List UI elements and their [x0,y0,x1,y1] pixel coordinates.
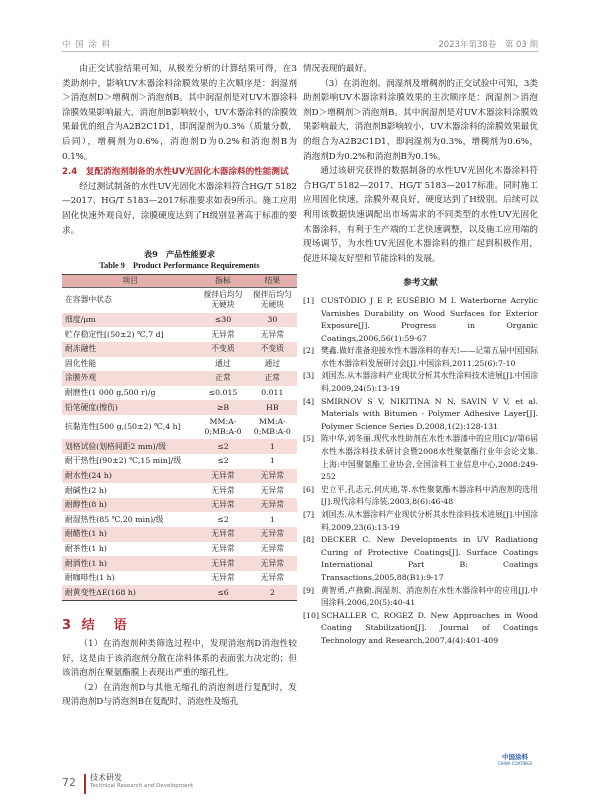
paragraph: （3）在消泡剂、润湿剂及增稠剂的正交试验中可知，3类助剂影响UV木器涂料涂膜效果的主次顺序是：润湿剂＞消泡剂D＞增稠剂＞消泡剂B。其中润湿剂是对UV木器涂料涂膜效果影响最大，消泡剂B影响较小，UV木器涂料的涂膜效果最优的组合为A2B2C1D1，即润湿剂为0.3%，增稠剂为0.6%，消泡剂D为0.2%和消泡剂B为0.1%。 [303,78,538,162]
table-row [62,527,297,542]
table-caption: 表9 产品性能要求 [143,249,216,260]
cell-spec: 无异常 [198,556,247,571]
cell-spec: 无异常 [198,498,247,513]
cell-result: 0.011 [261,387,284,397]
reference-number: [5] [303,434,315,444]
cell-spec: 通过 [215,358,231,368]
cell-result: 无异常 [260,485,285,495]
cell-item: 耐醋性(1 h) [62,527,198,542]
cell-result: 无异常 [248,469,297,484]
cell-spec: 搅拌后均匀无硬块 [203,290,243,310]
cell-spec: 正常 [198,371,247,386]
cell-result: 不变质 [248,342,297,357]
table-row [62,439,297,454]
reference-text: DECKER C. New Developments in UV Radiationg Curing of Protective Coatings[J]. Surface Coatings International Part B: Coatings Transactions,2005,88(B1):9-17 [321,535,538,582]
reference-item [303,484,538,509]
reference-item [303,534,538,584]
reference-text: SCHALLER C, ROGEZ D. New Approaches in Wood Coating Stabilization[J]. Journal of Coatings Technology and Research,2007,4(4):401-409 [321,610,538,645]
reference-item [303,585,538,610]
reference-text: 刘国杰.从木器涂料产业现状分析其水性涂料技术进展[J].中国涂料,2009,23(6):13-19 [321,510,538,532]
table-row [62,454,297,469]
journal-name: 中 国 涂 料 [62,40,112,50]
reference-text: SMIRNOV S V, NIKITINA N N, SAVIN V V, et al. Materials with Bitumen - Polymer Adhesive Layer[J]. Polymer Science Series D,2008,1(2):128-131 [321,396,538,431]
cell-item: 抗黏连性[500 g,(50±2) ℃,4 h] [65,422,181,432]
reference-number: [8] [303,535,315,545]
cell-spec: ≤0.015 [208,387,238,397]
issue-info: 2023年第38卷 第 03 期 [438,40,538,50]
cell-result: 2 [248,585,297,600]
reference-text: 陈中华,刘冬丽.现代水性助剂在水性木器漆中的应用[C]//第6届水性木器涂料技术研讨会暨2008水性聚氨酯行业年会论文集.上海:中国聚氨酯工业协会,全国涂料工业信息中心,2008:249-252 [321,434,538,482]
cell-result: 无异常 [248,527,297,542]
cell-result: 1 [248,439,297,454]
table-row [62,469,297,484]
reference-item [303,509,538,534]
table-row [62,483,297,498]
cell-spec: ≤30 [198,313,247,328]
cell-item: 贮存稳定性[(50±2) ℃,7 d] [65,329,164,339]
reference-list [303,295,538,648]
header-result: 结果 [248,275,297,288]
header-item: 项目 [62,275,198,288]
cell-item: 耐磨性(1 000 g,500 r)/g [65,387,156,397]
left-column [62,62,297,710]
reference-item [303,370,538,395]
reference-number: [9] [303,585,315,595]
table-row [62,415,297,440]
cell-result: HB [248,400,297,415]
cell-item: 耐碱性(2 h) [65,485,107,495]
reference-item [303,433,538,483]
table-row [62,288,297,313]
cell-item: 耐咖啡性(1 h) [65,573,115,583]
cell-item: 细度/μm [62,313,198,328]
cell-item: 耐湿热性(85 ℃,20 min)/级 [65,514,164,524]
cell-spec: MM:A-0;MB:A-0 [204,417,242,437]
references-heading: 参考文献 [403,278,438,289]
table-row [62,357,297,372]
cell-spec: ≤2 [217,456,229,466]
journal-logo [493,752,537,766]
paragraph: 由正交试验结果可知，从极差分析的计算结果可得，在3类助剂中，影响UV木器涂料涂膜效果的主次顺序是：润湿剂＞消泡剂D＞增稠剂＞消泡剂B。其中润湿剂是对UV木器涂料涂膜效果影响最大，消泡剂B影响较小，UV木器涂料的涂膜效果最优的组合为A2B2C1D1，即润湿剂为0.3%（质量分数，后同），增稠剂为0.6%，消泡剂D为0.2%和消泡剂B为0.1%。 [62,64,297,162]
reference-text: 樊鑫.做好准备迎接水性木器涂料的春天!——记第五届中国国际水性木器涂料发展研讨会[J].中国涂料,2011,25(6):7-10 [321,346,538,368]
cell-result: 无异常 [248,556,297,571]
cell-spec: ≤2 [217,514,229,524]
cell-result: 无异常 [248,498,297,513]
cell-item: 耐干热性[(90±2) ℃,15 min]/级 [65,456,182,466]
reference-number: [6] [303,484,315,494]
table-caption-en: Table 9 Product Performance Requirements [99,261,260,271]
cell-item: 耐水性(24 h) [62,469,198,484]
footer-divider [84,774,86,794]
reference-text: 史立平,孔志元,何庆迪,等.水性聚氨酯木器涂料中消泡剂的选用[J].现代涂料与涂装,2003,8(6):46-48 [321,484,538,507]
reference-text: 刘国杰.从木器涂料产业现状分析其水性涂料技术进展[J].中国涂料,2009,24(5):13-19 [321,371,538,394]
table-body [62,288,297,601]
cell-spec: ≤6 [198,585,247,600]
table-row [62,571,297,586]
table-row [62,400,297,415]
conclusion-heading: 3 结 语 [62,618,130,633]
reference-item [303,396,538,434]
footer-section: 技术研发 [90,773,122,782]
table-row [62,498,297,513]
table-header-row [62,275,297,288]
paragraph: （2）在消泡剂D与其他无缩孔的消泡剂进行复配时，发现消泡剂D与消泡剂B在复配时，消泡性及缩孔 [62,682,297,708]
reference-number: [1] [303,295,315,305]
reference-number: [10] [303,610,320,620]
cell-item: 耐醇性(8 h) [62,498,198,513]
cell-spec: 无异常 [211,485,235,495]
reference-item [303,345,538,370]
page-number: 72 [62,776,76,789]
paragraph: （1）在消泡剂种类筛选过程中，发现消泡剂D消泡性较好，这是由于该消泡剂分散在涂料体系的表面张力决定的；但该消泡剂在聚氨酯膜上表现出严重的缩孔性。 [62,639,297,679]
footer-section-en: Technical Research and Development [90,783,194,789]
paragraph: 经过测试制备的水性UV光固化木器涂料符合HG/T 5182—2017、HG/T 5183—2017标准要求如表9所示。施工应用固化快速外观良好，涂膜硬度达到了H级别显著高于标准的要求。 [62,181,297,236]
table-row [62,585,297,600]
cell-result: 无异常 [260,573,285,583]
cell-item: 耐黄变性ΔE(168 h) [62,585,198,600]
performance-table [62,274,297,601]
cell-result: 1 [269,456,275,466]
cell-item: 涂膜外观 [62,371,198,386]
table-row [62,313,297,328]
cell-spec: ≥B [198,400,247,415]
reference-text: 黄智勇,卢燕勤.润湿剂、消泡剂在水性木器涂料中的应用[J].中国涂料,2006,20(5):40-41 [321,585,538,608]
running-header [62,38,538,52]
cell-item: 铅笔硬度(擦伤) [62,400,198,415]
section-heading: 2.4 复配消泡剂制备的水性UV光固化木器涂料的性能测试 [62,167,289,178]
cell-item: 固化性能 [65,358,97,368]
cell-result: 1 [269,514,275,524]
table-row [62,327,297,342]
cell-result: 30 [248,313,297,328]
cell-spec: 无异常 [211,329,235,339]
reference-item [303,610,538,648]
table-row [62,386,297,401]
reference-number: [3] [303,371,315,381]
cell-result: MM:A-0;MB:A-0 [253,417,291,437]
cell-item: 耐冻融性 [62,342,198,357]
cell-item: 在容器中状态 [65,295,112,305]
right-column [303,62,538,648]
cell-spec: 无异常 [198,527,247,542]
cell-result: 正常 [248,371,297,386]
cell-result: 无异常 [260,543,285,553]
logo-text: 中国涂料 [502,753,528,761]
paragraph: 通过该研究获得的数据制备的水性UV光固化木器涂料符合HG/T 5182—2017、HG/T 5183—2017标准。同时施工应用固化快速，涂膜外观良好，硬度达到了H级别。后续可以利用该数据快速调配出市场需求的不同类型的水性UV光固化木器涂料，有利于生产端的工艺快速调整，以及施工应用端的现场调节，为水性UV光固化木器涂料的推广起到积极作用，促进环境友好型和节能涂料的发展。 [303,166,538,264]
cell-result: 无异常 [260,329,285,339]
cell-spec: ≤2 [198,439,247,454]
table-row [62,542,297,557]
cell-spec: 无异常 [211,573,235,583]
logo-text-en: CHINA COATINGS [497,761,533,766]
cell-item: 耐酒性(1 h) [62,556,198,571]
reference-number: [2] [303,346,315,356]
cell-spec: 不变质 [198,342,247,357]
table-row [62,512,297,527]
reference-number: [4] [303,396,315,406]
cell-result: 搅拌后均匀无硬块 [252,290,292,310]
cell-spec: 无异常 [211,543,235,553]
cell-result: 通过 [264,358,281,368]
table-row [62,556,297,571]
table-row [62,371,297,386]
header-spec: 指标 [198,275,247,288]
paragraph: 情况表现的最好。 [303,64,372,74]
cell-item: 耐茶性(1 h) [65,543,107,553]
reference-item [303,295,538,345]
cell-item: 划格试验(划格间距2 mm)/级 [62,439,198,454]
reference-number: [7] [303,510,315,519]
table-row [62,342,297,357]
cell-spec: 无异常 [198,469,247,484]
reference-text: CUSTÓDIO J E P, EUSÉBIO M I. Waterborne Acrylic Varnishes Durability on Wood Surfaces for Exterior Exposure[J]. Progress in Organic Coatings,2006,56(1):59-67 [321,295,538,343]
